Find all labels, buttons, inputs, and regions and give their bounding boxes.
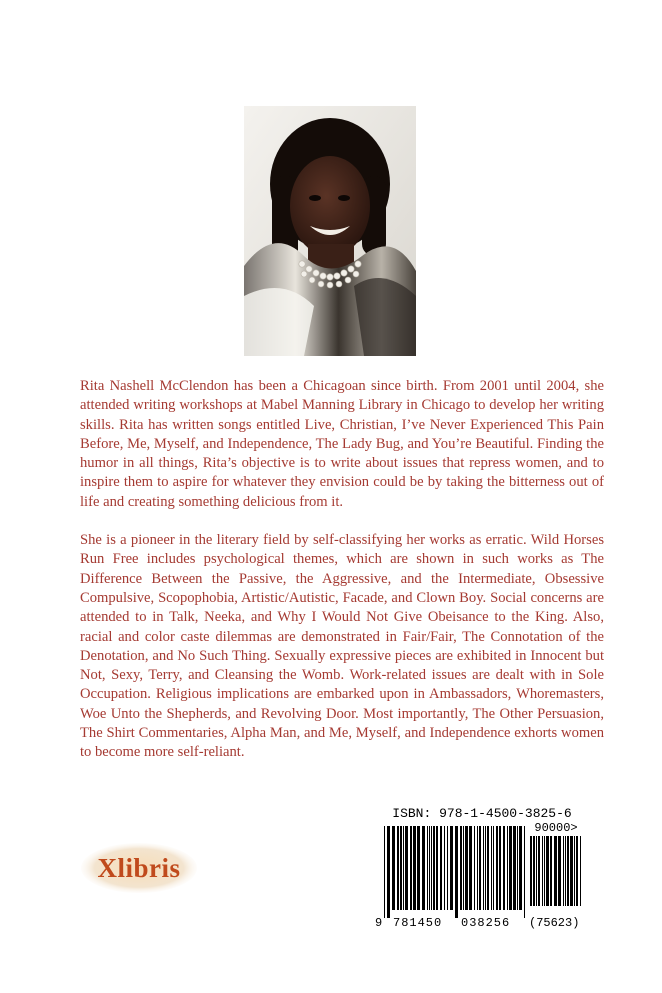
barcode-bar [450, 826, 453, 910]
barcode-bar [513, 826, 516, 910]
barcode-bar [574, 836, 575, 906]
barcode-bar [431, 826, 432, 910]
addon-barcode-bars [529, 836, 583, 914]
barcode-bar [554, 836, 557, 906]
barcode-bar [542, 836, 543, 906]
barcode-bar [429, 826, 430, 910]
barcode-bar [493, 826, 494, 910]
barcode-bar [487, 826, 489, 910]
barcode-bar [427, 826, 428, 910]
barcode-bar [433, 826, 435, 910]
barcode-bar [499, 826, 501, 910]
barcode-bar [400, 826, 402, 910]
barcode-bar [546, 836, 549, 906]
barcode-bar [447, 826, 448, 910]
barcode-bar [580, 836, 581, 906]
bio-paragraph-2: She is a pioneer in the literary field by self-classifying her works as erratic. Wild Horses Run Free includes psychological themes, which are shown in such works as The Difference Between the Passive, the Aggressive, and the Intermediate, Obsessive Compulsive, Scopophobia, Artistic/Autistic, Facade, and Clown Boy. Social concerns are attended to in Talk, Neeka, and Why I Would Not Give Obeisance to the King. Also, racial and color caste dilemmas are demonstrated in Fair/Fair, The Connotation of the Denotation, and No Such Thing. Sexually expressive pieces are exhibited in Innocent but Not, Sexy, Terry, and Cleansing the Womb. Work-related issues are dealt with in Sole Occupation. Religious implications are embarked upon in Ambassadors, Whoremasters, Woe Unto the Shepherds, and Revolving Door. Most importantly, The Other Persuasion, The Shirt Commentaries, Alpha Man, and Me, Myself, and Independence exhorts women to become more self-reliant. [80, 532, 604, 761]
barcode-bar [397, 826, 399, 910]
author-bio [80, 377, 604, 782]
addon-number: 90000> [534, 821, 578, 835]
isbn-barcode [375, 806, 589, 930]
barcode-bar [550, 836, 552, 906]
barcode-bar [474, 826, 475, 910]
barcode-bar [417, 826, 420, 910]
barcode-bars [383, 826, 527, 918]
barcode-bar [509, 826, 512, 910]
barcode-bar [558, 836, 561, 906]
barcode-bar [530, 836, 532, 906]
barcode-bar [536, 836, 537, 906]
publisher-name: Xlibris [97, 853, 181, 883]
barcode-bar [517, 826, 518, 910]
barcode-bar [413, 826, 416, 910]
barcode-bar [469, 826, 472, 910]
barcode-bar [491, 826, 492, 910]
barcode-price-code: (75623) [529, 916, 580, 930]
barcode-first-digit: 9 [375, 916, 383, 930]
barcode-bar [563, 836, 564, 906]
barcode-bar [422, 826, 425, 910]
barcode-bar [544, 836, 545, 906]
barcode-bar [387, 826, 390, 918]
isbn-label: ISBN: 978-1-4500-3825-6 [392, 806, 572, 821]
barcode-bar [567, 836, 569, 906]
barcode-bar [405, 826, 408, 910]
barcode-left-group: 781450 [393, 916, 443, 930]
barcode-bar [392, 826, 395, 910]
barcode-bar [533, 836, 535, 906]
barcode-bar [565, 836, 566, 906]
barcode-bar [460, 826, 462, 910]
barcode-bar [576, 836, 578, 906]
publisher-logo [80, 842, 198, 894]
barcode-bar [503, 826, 505, 910]
barcode-bar [570, 836, 573, 906]
author-photo [244, 106, 416, 356]
barcode-bar [496, 826, 498, 910]
barcode-bar [483, 826, 484, 910]
barcode-bar [410, 826, 412, 910]
barcode-bar [519, 826, 522, 910]
barcode-bar [463, 826, 464, 910]
barcode-bar [485, 826, 486, 910]
barcode-bar [384, 826, 385, 918]
barcode-bar [403, 826, 404, 910]
barcode-bar [436, 826, 438, 910]
barcode-bar [440, 826, 442, 910]
barcode-bar [444, 826, 445, 910]
portrait-photo [244, 106, 416, 356]
barcode-right-group: 038256 [461, 916, 511, 930]
barcode-bar [507, 826, 508, 910]
barcode-bar [538, 836, 540, 906]
barcode-bar [479, 826, 481, 910]
barcode-bar [455, 826, 458, 918]
barcode-bar [524, 826, 525, 918]
bio-paragraph-1: Rita Nashell McClendon has been a Chicagoan since birth. From 2001 until 2004, she attended writing workshops at Mabel Manning Library in Chicago to develop her writing skills. Rita has written songs entitled Live, Christian, I’ve Never Experienced This Pain Before, Me, Myself, and Independence, The Lady Bug, and You’re Beautiful. Finding the humor in all things, Rita’s objective is to write about issues that repress women, and to inspire them to aspire for whatever they envision could be by taking the bitterness out of life and creating something delicious from it. [80, 378, 604, 510]
barcode-bar [477, 826, 478, 910]
barcode-bar [465, 826, 468, 910]
